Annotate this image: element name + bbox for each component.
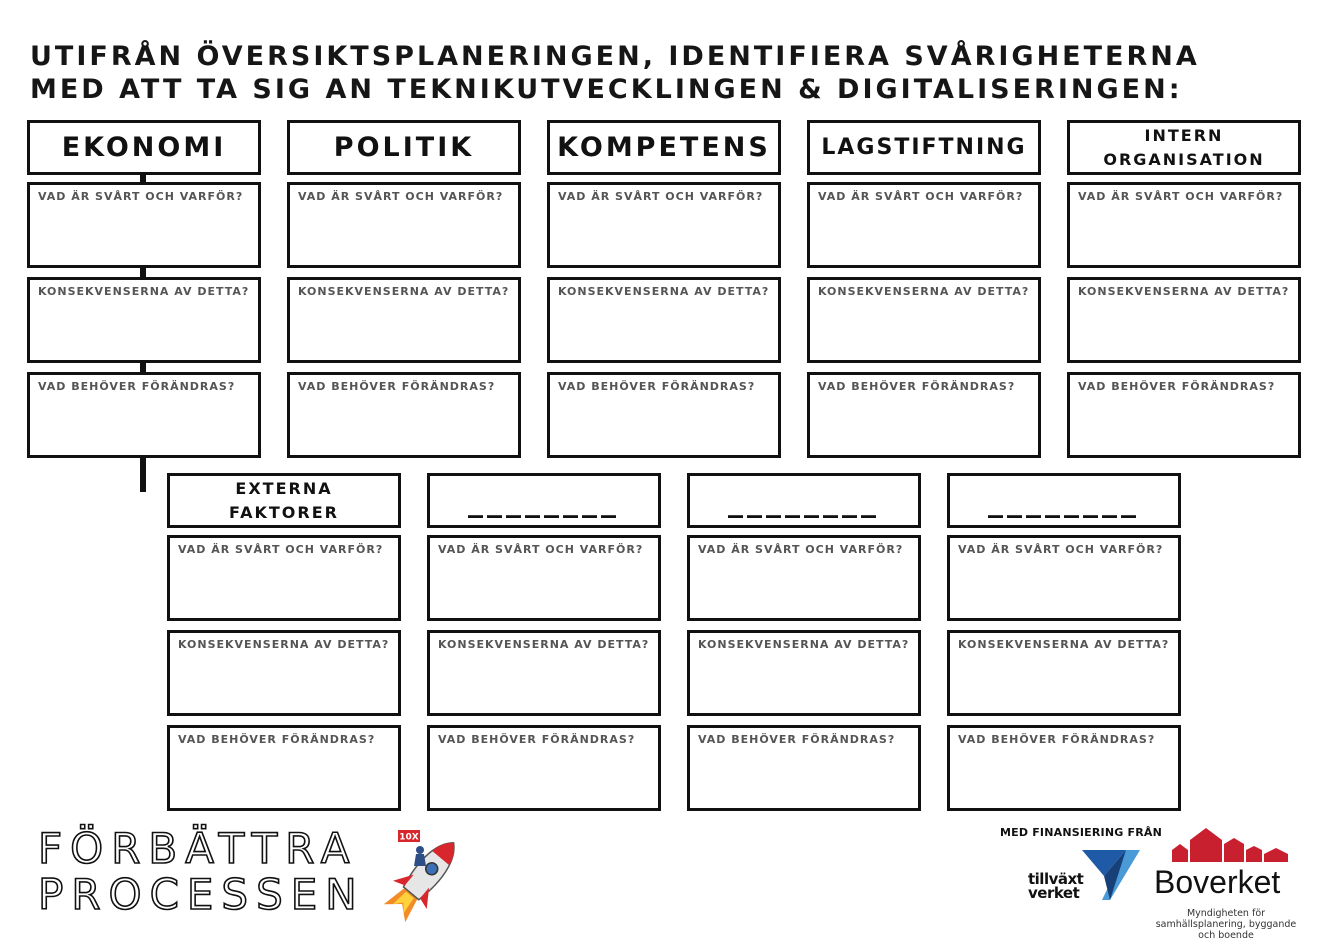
question-label: VAD ÄR SVÅRT OCH VARFÖR? xyxy=(558,190,764,203)
category-title-line-2: FAKTORER xyxy=(229,502,339,522)
question-label: KONSEKVENSERNA AV DETTA? xyxy=(178,638,390,651)
answer-box-change[interactable] xyxy=(947,725,1181,811)
category-title-line-2: ORGANISATION xyxy=(1103,149,1265,169)
category-header-intern-organisation xyxy=(1067,120,1301,175)
program-name-line-2: PROCESSEN xyxy=(38,870,365,919)
question-label: VAD BEHÖVER FÖRÄNDRAS? xyxy=(818,380,1016,393)
question-label: KONSEKVENSERNA AV DETTA? xyxy=(698,638,910,651)
funding-label: MED FINANSIERING FRÅN xyxy=(1000,826,1163,839)
answer-box-hard-why[interactable] xyxy=(427,535,661,621)
question-label: KONSEKVENSERNA AV DETTA? xyxy=(818,285,1030,298)
question-label: VAD BEHÖVER FÖRÄNDRAS? xyxy=(698,733,896,746)
category-header-ekonomi xyxy=(27,120,261,175)
category-header-blank[interactable] xyxy=(427,473,661,528)
answer-box-hard-why[interactable] xyxy=(27,182,261,268)
category-header-blank[interactable] xyxy=(687,473,921,528)
question-label: KONSEKVENSERNA AV DETTA? xyxy=(298,285,510,298)
answer-box-change[interactable] xyxy=(547,372,781,458)
answer-box-consequences[interactable] xyxy=(1067,277,1301,363)
question-label: VAD BEHÖVER FÖRÄNDRAS? xyxy=(38,380,236,393)
roof-1 xyxy=(1172,844,1188,862)
boverket-roofs-icon xyxy=(1172,826,1290,864)
category-title: LAGSTIFTNING xyxy=(821,135,1027,160)
answer-box-change[interactable] xyxy=(287,372,521,458)
tillvaxtverket-wordmark xyxy=(1028,872,1083,900)
category-title-line-1: EXTERNA xyxy=(235,478,333,498)
answer-box-hard-why[interactable] xyxy=(287,182,521,268)
boverket-wordmark: Boverket xyxy=(1154,864,1281,900)
category-title: KOMPETENS xyxy=(557,132,771,163)
answer-box-hard-why[interactable] xyxy=(547,182,781,268)
answer-box-consequences[interactable] xyxy=(947,630,1181,716)
answer-box-hard-why[interactable] xyxy=(1067,182,1301,268)
answer-box-change[interactable] xyxy=(807,372,1041,458)
badge-10x-label: 10X xyxy=(399,832,419,843)
answer-box-consequences[interactable] xyxy=(807,277,1041,363)
question-label: VAD ÄR SVÅRT OCH VARFÖR? xyxy=(818,190,1024,203)
question-label: KONSEKVENSERNA AV DETTA? xyxy=(958,638,1170,651)
blank-title-line: ________ xyxy=(988,484,1140,519)
category-header-politik xyxy=(287,120,521,175)
answer-box-consequences[interactable] xyxy=(687,630,921,716)
title-line-2: MED ATT TA SIG AN TEKNIKUTVECKLINGEN & DIGITALISERINGEN: xyxy=(30,74,1183,105)
question-label: VAD BEHÖVER FÖRÄNDRAS? xyxy=(298,380,496,393)
answer-box-change[interactable] xyxy=(427,725,661,811)
answer-box-change[interactable] xyxy=(1067,372,1301,458)
question-label: VAD ÄR SVÅRT OCH VARFÖR? xyxy=(698,543,904,556)
question-label: VAD BEHÖVER FÖRÄNDRAS? xyxy=(178,733,376,746)
question-label: VAD BEHÖVER FÖRÄNDRAS? xyxy=(558,380,756,393)
program-name-line-1: FÖRBÄTTRA xyxy=(38,824,358,873)
answer-box-consequences[interactable] xyxy=(167,630,401,716)
program-logo xyxy=(38,826,365,918)
tillvaxt-line-1: tillväxt xyxy=(1028,870,1084,888)
answer-box-consequences[interactable] xyxy=(27,277,261,363)
rider-body xyxy=(414,854,426,866)
answer-box-change[interactable] xyxy=(27,372,261,458)
question-label: KONSEKVENSERNA AV DETTA? xyxy=(1078,285,1290,298)
answer-box-change[interactable] xyxy=(167,725,401,811)
question-label: VAD BEHÖVER FÖRÄNDRAS? xyxy=(958,733,1156,746)
rider-head xyxy=(416,846,424,854)
roof-5 xyxy=(1264,848,1288,862)
answer-box-hard-why[interactable] xyxy=(167,535,401,621)
tillvaxt-line-2: verket xyxy=(1028,884,1080,902)
question-label: VAD ÄR SVÅRT OCH VARFÖR? xyxy=(1078,190,1284,203)
question-label: VAD BEHÖVER FÖRÄNDRAS? xyxy=(1078,380,1276,393)
question-label: VAD ÄR SVÅRT OCH VARFÖR? xyxy=(438,543,644,556)
answer-box-hard-why[interactable] xyxy=(947,535,1181,621)
question-label: KONSEKVENSERNA AV DETTA? xyxy=(438,638,650,651)
rocket-icon xyxy=(372,826,476,930)
roof-2 xyxy=(1190,828,1222,862)
blank-title-line: ________ xyxy=(468,484,620,519)
question-label: VAD ÄR SVÅRT OCH VARFÖR? xyxy=(298,190,504,203)
question-label: VAD ÄR SVÅRT OCH VARFÖR? xyxy=(38,190,244,203)
boverket-tagline: Myndigheten för samhällsplanering, byggande och boende xyxy=(1155,908,1297,941)
category-title: POLITIK xyxy=(333,132,475,163)
answer-box-consequences[interactable] xyxy=(547,277,781,363)
question-label: VAD ÄR SVÅRT OCH VARFÖR? xyxy=(178,543,384,556)
answer-box-consequences[interactable] xyxy=(427,630,661,716)
category-title: EKONOMI xyxy=(61,132,227,163)
page-title xyxy=(30,40,1200,106)
answer-box-change[interactable] xyxy=(687,725,921,811)
category-header-lagstiftning xyxy=(807,120,1041,175)
question-label: VAD ÄR SVÅRT OCH VARFÖR? xyxy=(958,543,1164,556)
answer-box-hard-why[interactable] xyxy=(807,182,1041,268)
category-header-externa-faktorer xyxy=(167,473,401,528)
answer-box-hard-why[interactable] xyxy=(687,535,921,621)
answer-box-consequences[interactable] xyxy=(287,277,521,363)
title-line-1: UTIFRÅN ÖVERSIKTSPLANERINGEN, IDENTIFIERA SVÅRIGHETERNA xyxy=(30,41,1200,72)
roof-4 xyxy=(1246,846,1262,862)
blank-title-line: ________ xyxy=(728,484,880,519)
question-label: KONSEKVENSERNA AV DETTA? xyxy=(558,285,770,298)
category-header-kompetens xyxy=(547,120,781,175)
category-header-blank[interactable] xyxy=(947,473,1181,528)
category-title-line-1: INTERN xyxy=(1144,125,1224,145)
question-label: KONSEKVENSERNA AV DETTA? xyxy=(38,285,250,298)
roof-3 xyxy=(1224,838,1244,862)
question-label: VAD BEHÖVER FÖRÄNDRAS? xyxy=(438,733,636,746)
